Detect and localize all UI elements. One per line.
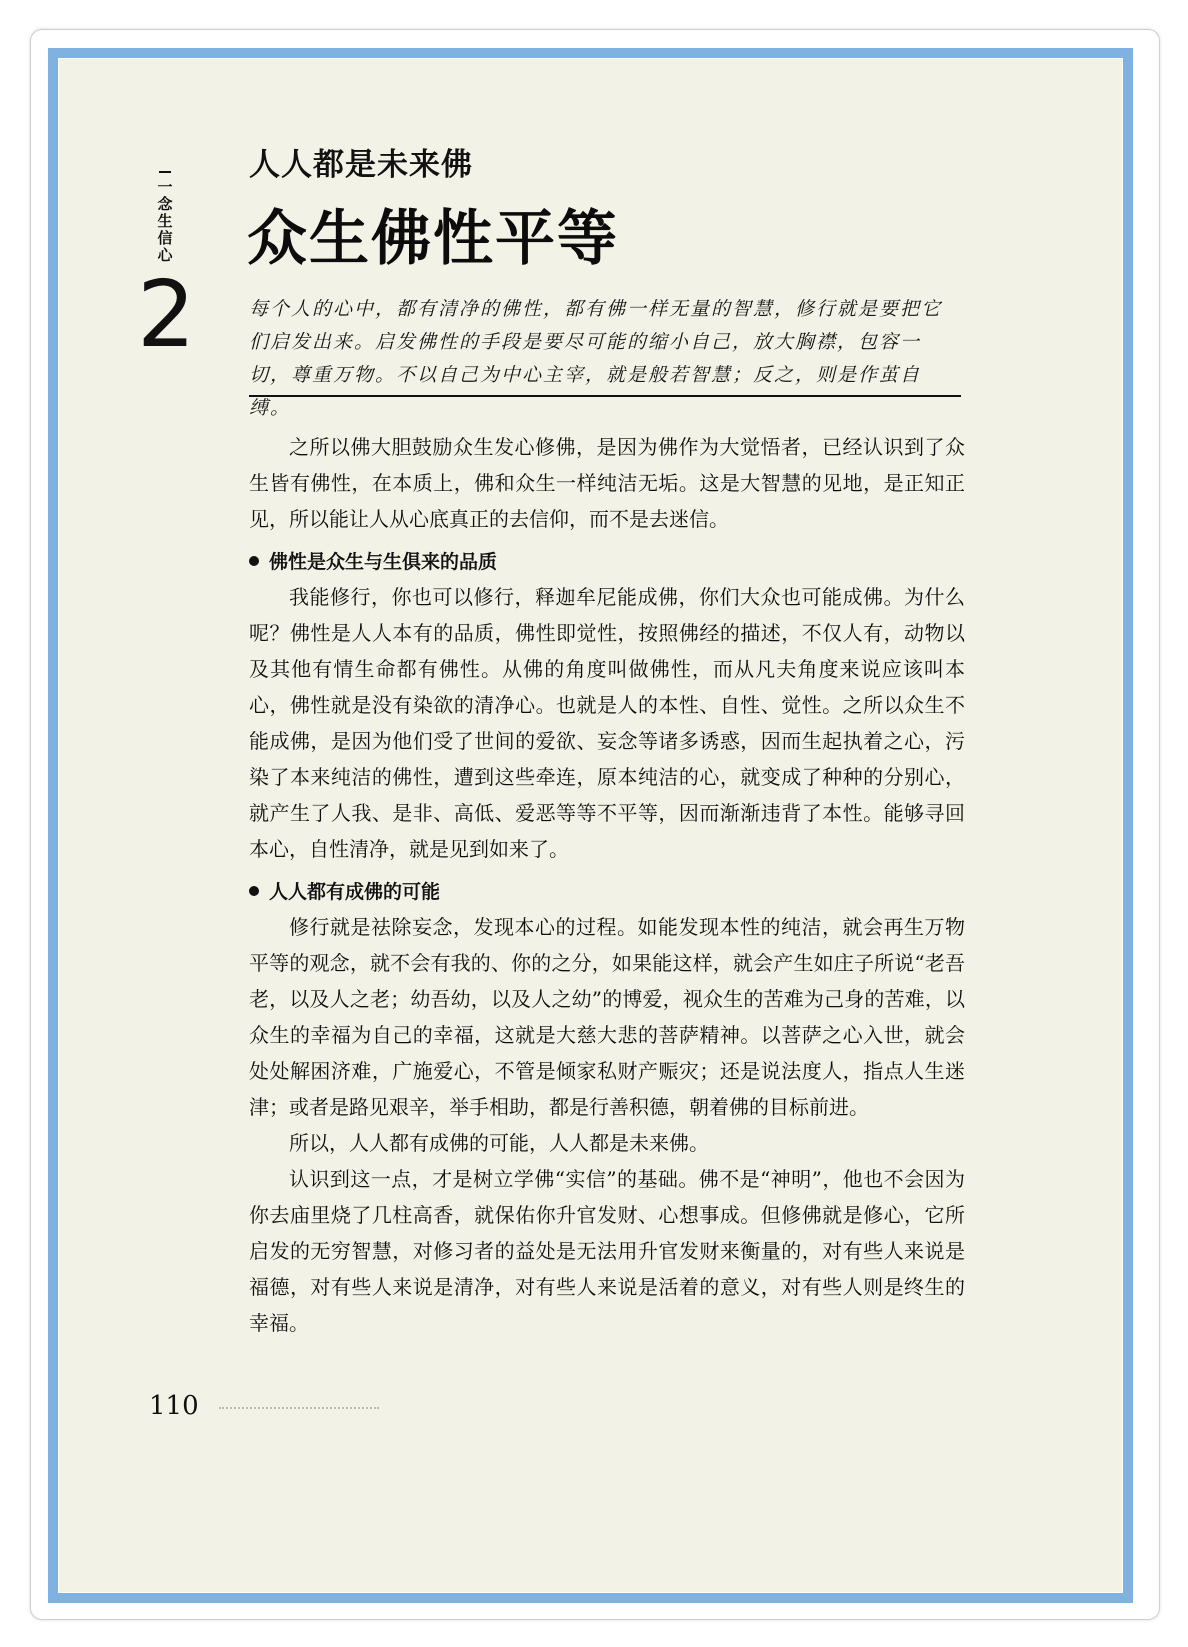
summary-text: 每个人的心中，都有清净的佛性，都有佛一样无量的智慧，修行就是要把它们启发出来。启发佛性的手段是要尽可能的缩小自己，放大胸襟，包容一切，尊重万物。不以自己为中心主宰，就是般若智慧；反之，则是作茧自缚。 — [249, 298, 943, 419]
article-body — [249, 429, 965, 1341]
section-heading-text: 佛性是众生与生俱来的品质 — [269, 551, 498, 573]
side-tag-text: 一 念 生 信 心 — [157, 178, 173, 264]
side-chapter-tag — [153, 171, 177, 264]
divider-rule — [249, 395, 961, 397]
bullet-dot-icon — [249, 556, 259, 566]
body-paragraph: 所以，人人都有成佛的可能，人人都是未来佛。 — [289, 1131, 709, 1155]
bullet-dot-icon — [249, 886, 259, 896]
page-number: 110 — [149, 1391, 199, 1421]
page-frame — [48, 48, 1133, 1603]
section-heading-text: 人人都有成佛的可能 — [269, 881, 441, 903]
book-page — [58, 58, 1123, 1593]
body-paragraph: 修行就是祛除妄念，发现本心的过程。如能发现本性的纯洁，就会再生万物平等的观念，就不会有我的、你的之分，如果能这样，就会产生如庄子所说“老吾老，以及人之老；幼吾幼，以及人之幼”的博爱，视众生的苦难为己身的苦难，以众生的幸福为自己的幸福，这就是大慈大悲的菩萨精神。以菩萨之心入世，就会处处解困济难，广施爱心，不管是倾家私财产赈灾；还是说法度人，指点人生迷津；或者是路见艰辛，举手相助，都是行善积德，朝着佛的目标前进。 — [249, 915, 965, 1119]
page-title: 众生佛性平等 — [247, 204, 619, 274]
section-heading — [249, 875, 965, 909]
footer-dotted-line — [219, 1407, 379, 1409]
kicker-title: 人人都是未来佛 — [249, 147, 473, 183]
side-tag-bar — [159, 171, 171, 173]
intro-paragraph: 之所以佛大胆鼓励众生发心修佛，是因为佛作为大觉悟者，已经认识到了众生皆有佛性，在本质上，佛和众生一样纯洁无垢。这是大智慧的见地，是正知正见，所以能让人从心底真正的去信仰，而不是去迷信。 — [249, 435, 965, 531]
section-heading — [249, 545, 965, 579]
body-paragraph: 我能修行，你也可以修行，释迦牟尼能成佛，你们大众也可能成佛。为什么呢？佛性是人人本有的品质，佛性即觉性，按照佛经的描述，不仅人有，动物以及其他有情生命都有佛性。从佛的角度叫做佛性，而从凡夫角度来说应该叫本心，佛性就是没有染欲的清净心。也就是人的本性、自性、觉性。之所以众生不能成佛，是因为他们受了世间的爱欲、妄念等诸多诱惑，因而生起执着之心，污染了本来纯洁的佛性，遭到这些牵连，原本纯洁的心，就变成了种种的分别心，就产生了人我、是非、高低、爱恶等等不平等，因而渐渐违背了本性。能够寻回本心，自性清净，就是见到如来了。 — [249, 585, 965, 861]
chapter-number: 2 — [137, 261, 196, 368]
body-paragraph: 认识到这一点，才是树立学佛“实信”的基础。佛不是“神明”，他也不会因为你去庙里烧了几柱高香，就保佑你升官发财、心想事成。但修佛就是修心，它所启发的无穷智慧，对修习者的益处是无法用升官发财来衡量的，对有些人来说是福德，对有些人来说是清净，对有些人来说是活着的意义，对有些人则是终生的幸福。 — [249, 1167, 965, 1335]
